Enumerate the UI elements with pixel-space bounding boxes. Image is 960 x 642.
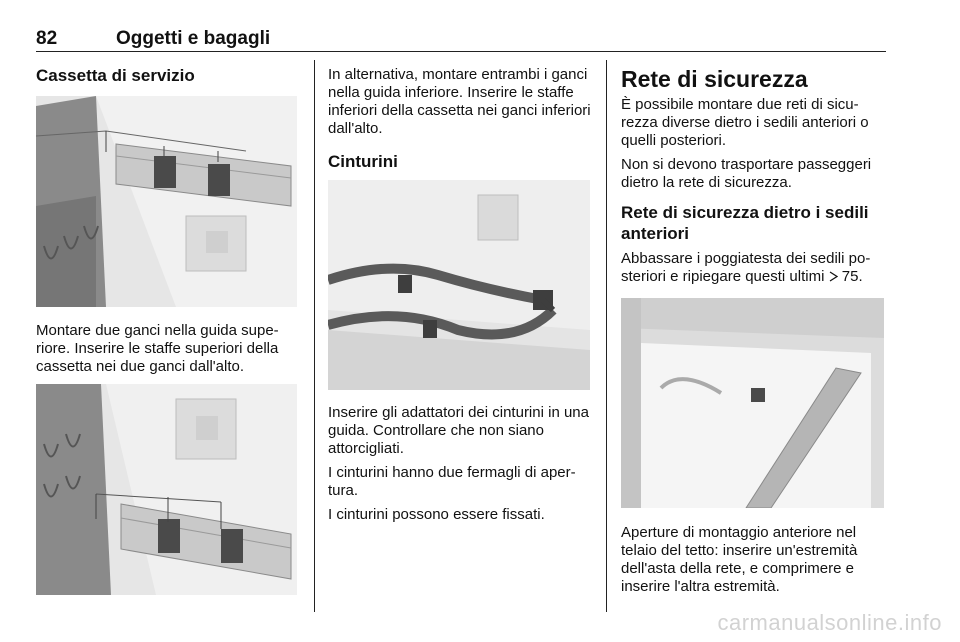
section-heading-rete: Rete di sicurezza [621,66,808,92]
column-divider-1 [314,60,315,612]
page-header [36,28,886,50]
watermark: carmanualsonline.info [717,610,942,635]
paragraph-rete-warning: Non si devono trasportare passeggeri dietro la rete di sicurezza. [621,156,872,191]
column-divider-2 [606,60,607,612]
paragraph-rete-headrests-text: Abbassare i poggiatesta dei sedili posteriori e ripiegare questi ultimi [621,250,871,285]
column-3 [621,66,887,292]
toolbox-upper-rail-illustration [36,96,297,307]
section-heading-cassetta: Cassetta di servizio [36,66,195,85]
straps-illustration [328,180,590,390]
safety-net-mounting-illustration [621,298,884,508]
page-reference-number[interactable]: 75 [841,268,859,285]
paragraph-alternative: In alternativa, montare entrambi i ganci nella guida inferiore. Inserire le staffe inferiori della cassetta nei ganci inferiori dall'alto. [328,66,591,137]
subheading-rete-anteriori: Rete di sicurezza dietro i sedili anteriori [621,203,869,243]
paragraph-straps-fixed: I cinturini possono essere fissati. [328,506,545,523]
paragraph-straps-clips: I cinturini hanno due fermagli di apertura. [328,464,576,499]
column-2-text [328,404,592,530]
column-3-text [621,524,887,602]
paragraph-rete-mounting: Aperture di montaggio anteriore nel telaio del tetto: inserire un'estremità dell'asta della rete, e comprimere e inserire l'altra estremità. [621,524,858,595]
paragraph-rete-intro: È possibile montare due reti di sicurezza diverse dietro i sedili anteriori o quelli posteriori. [621,96,869,149]
paragraph-end-period: . [858,268,863,285]
column-1 [36,66,298,86]
page-number: 82 [36,28,58,49]
section-heading-cinturini: Cinturini [328,152,398,171]
paragraph-straps-insert: Inserire gli adattatori dei cinturini in una guida. Controllare che non siano attorcigliati. [328,404,589,457]
header-rule [36,51,886,52]
page-reference-arrow-icon [829,269,838,280]
paragraph-rete-headrests [621,250,887,286]
running-title: Oggetti e bagagli [116,28,271,49]
column-2 [328,66,592,172]
paragraph-cassetta-upper: Montare due ganci nella guida superiore. Inserire le staffe superiori della cassetta nei due ganci dall'alto. [36,322,279,375]
column-1-text [36,322,298,382]
toolbox-lower-rail-illustration [36,384,297,595]
